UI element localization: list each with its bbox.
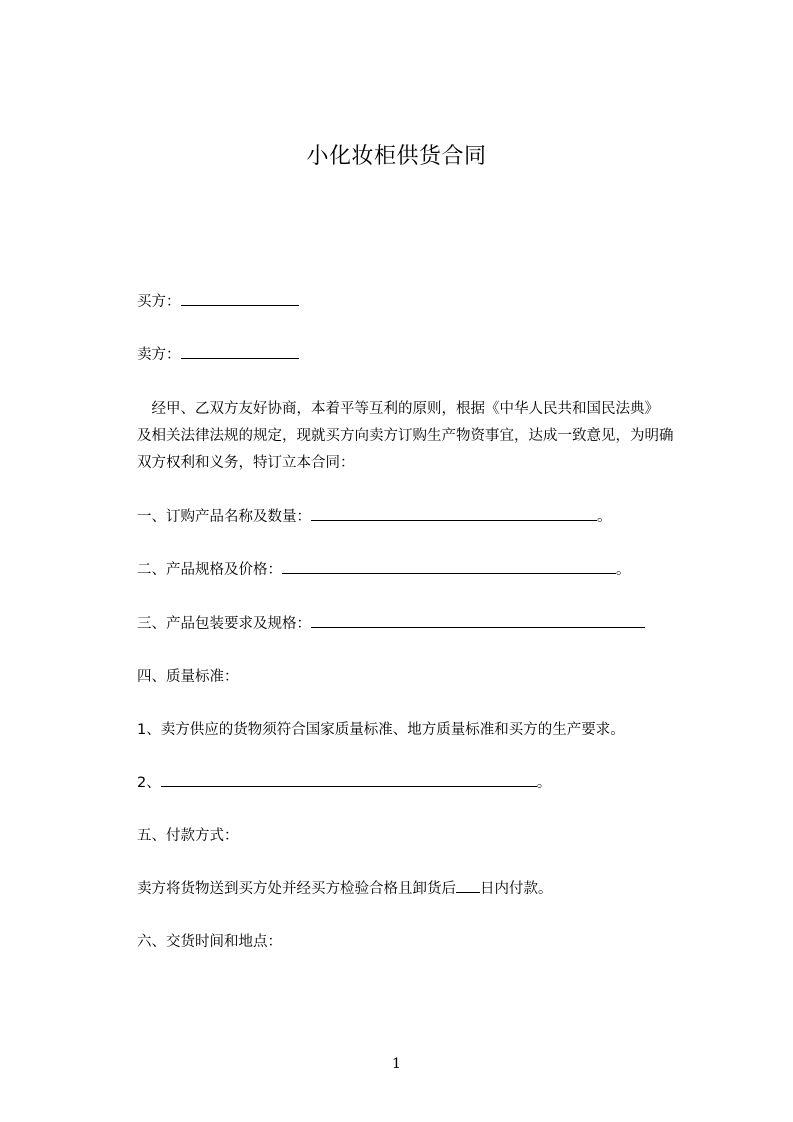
buyer-label: 买方： (137, 294, 181, 310)
section1-label: 一、订购产品名称及数量： (137, 509, 311, 525)
section3-label: 三、产品包装要求及规格： (137, 616, 311, 632)
intro-paragraph (137, 396, 717, 477)
section1-blank (311, 506, 597, 521)
payment-text-after: 日内付款。 (480, 881, 553, 897)
quality-item-2 (137, 772, 551, 794)
intro-line-2: 及相关法律法规的规定，现就买方向卖方订购生产物资事宜，达成一致意见，为明确 (137, 428, 674, 444)
section1-line (137, 506, 612, 528)
section4-heading: 四、质量标准： (137, 669, 239, 685)
intro-line-3: 双方权利和义务，特订立本合同： (137, 455, 355, 471)
payment-line (137, 878, 553, 900)
payment-text-before: 卖方将货物送到买方处并经买方检验合格且卸货后 (137, 881, 456, 897)
quality-item-2-label: 2、 (137, 775, 161, 791)
section2-end: 。 (616, 562, 631, 578)
page-number: 1 (392, 1056, 401, 1072)
buyer-line (137, 291, 299, 313)
quality-item-2-blank (161, 772, 537, 787)
section2-line (137, 559, 631, 581)
section2-blank (282, 559, 616, 574)
buyer-blank (181, 291, 299, 306)
seller-label: 卖方： (137, 347, 181, 363)
quality-item-1: 1、卖方供应的货物须符合国家质量标准、地方质量标准和买方的生产要求。 (137, 722, 625, 738)
section1-end: 。 (597, 509, 612, 525)
section2-label: 二、产品规格及价格： (137, 562, 282, 578)
payment-days-blank (456, 878, 480, 893)
section3-line (137, 613, 645, 635)
section6-heading: 六、交货时间和地点： (137, 934, 282, 950)
section3-blank (311, 613, 645, 628)
section5-heading: 五、付款方式： (137, 828, 239, 844)
seller-blank (181, 344, 299, 359)
quality-item-2-end: 。 (536, 775, 552, 791)
seller-line (137, 344, 299, 366)
intro-line-1: 经甲、乙双方友好协商，本着平等互利的原则，根据《中华人民共和国民法典》 (137, 401, 659, 417)
contract-title: 小化妆柜供货合同 (306, 144, 487, 169)
